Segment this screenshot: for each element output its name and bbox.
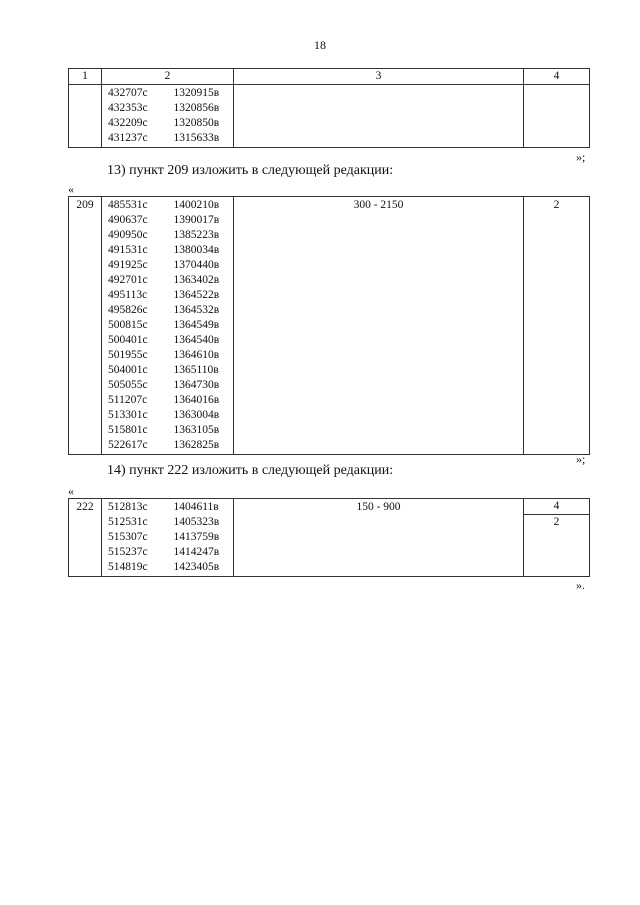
latitude: 501955с bbox=[108, 349, 148, 361]
latitude: 490950с bbox=[108, 229, 148, 241]
table-row bbox=[69, 197, 590, 455]
section-14-heading: 14) пункт 222 изложить в следующей редакции: bbox=[107, 463, 394, 478]
longitude: 1405323в bbox=[173, 516, 220, 528]
coordinate-pair bbox=[108, 243, 233, 258]
longitude: 1365110в bbox=[173, 364, 219, 376]
coordinate-pair bbox=[108, 318, 233, 333]
table-continuation bbox=[68, 68, 590, 148]
longitude: 1364532в bbox=[173, 304, 220, 316]
latitude: 491531с bbox=[108, 244, 148, 256]
coordinates-cell bbox=[102, 85, 234, 148]
latitude: 513301с bbox=[108, 409, 148, 421]
longitude: 1423405в bbox=[173, 561, 220, 573]
longitude: 1390017в bbox=[173, 214, 220, 226]
opening-quote: « bbox=[68, 182, 74, 196]
coordinate-pair bbox=[108, 86, 233, 101]
number-cell bbox=[69, 85, 102, 148]
number-cell: 222 bbox=[69, 499, 102, 577]
latitude: 431237с bbox=[108, 132, 148, 144]
latitude: 515307с bbox=[108, 531, 148, 543]
latitude: 432353с bbox=[108, 102, 148, 114]
coordinate-pair bbox=[108, 530, 233, 545]
longitude: 1362825в bbox=[173, 439, 220, 451]
latitude: 490637с bbox=[108, 214, 148, 226]
latitude: 515237с bbox=[108, 546, 148, 558]
opening-quote: « bbox=[68, 484, 74, 498]
latitude: 522617с bbox=[108, 439, 148, 451]
coordinate-pair bbox=[108, 101, 233, 116]
coordinate-pair bbox=[108, 131, 233, 146]
class-value-a: 4 bbox=[524, 499, 589, 515]
coordinate-pair bbox=[108, 500, 233, 515]
latitude: 505055с bbox=[108, 379, 148, 391]
longitude: 1404611в bbox=[173, 501, 219, 513]
longitude: 1364522в bbox=[173, 289, 220, 301]
longitude: 1363402в bbox=[173, 274, 220, 286]
coordinates-cell bbox=[102, 197, 234, 455]
section-13-heading: 13) пункт 209 изложить в следующей редакции: bbox=[107, 163, 394, 178]
coordinate-pair bbox=[108, 273, 233, 288]
latitude: 432707с bbox=[108, 87, 148, 99]
range-cell: 150 - 900 bbox=[234, 499, 524, 577]
latitude: 504001с bbox=[108, 364, 148, 376]
coordinate-pair bbox=[108, 363, 233, 378]
longitude: 1315633в bbox=[173, 132, 220, 144]
class-cell bbox=[524, 499, 590, 577]
class-cell bbox=[524, 85, 590, 148]
table-section-13 bbox=[68, 196, 590, 455]
range-cell bbox=[234, 85, 524, 148]
header-col-2: 2 bbox=[102, 69, 234, 85]
header-col-1: 1 bbox=[69, 69, 102, 85]
longitude: 1363004в bbox=[173, 409, 220, 421]
coordinates-cell bbox=[102, 499, 234, 577]
longitude: 1385223в bbox=[173, 229, 220, 241]
coordinate-pair bbox=[108, 393, 233, 408]
coordinate-pair bbox=[108, 560, 233, 575]
latitude: 432209с bbox=[108, 117, 148, 129]
longitude: 1370440в bbox=[173, 259, 220, 271]
longitude: 1380034в bbox=[173, 244, 220, 256]
latitude: 511207с bbox=[108, 394, 148, 406]
table-row bbox=[69, 85, 590, 148]
page-number: 18 bbox=[314, 38, 326, 52]
closing-quote: »; bbox=[576, 150, 586, 164]
latitude: 491925с bbox=[108, 259, 148, 271]
longitude: 1320850в bbox=[173, 117, 220, 129]
latitude: 485531с bbox=[108, 199, 148, 211]
coordinate-pair bbox=[108, 408, 233, 423]
longitude: 1364549в bbox=[173, 319, 220, 331]
coordinate-pair bbox=[108, 213, 233, 228]
coordinate-pair bbox=[108, 333, 233, 348]
coordinate-pair bbox=[108, 116, 233, 131]
coordinate-pair bbox=[108, 423, 233, 438]
longitude: 1364730в bbox=[173, 379, 220, 391]
table-row bbox=[69, 499, 590, 577]
coordinate-pair bbox=[108, 438, 233, 453]
latitude: 512531с bbox=[108, 516, 148, 528]
latitude: 515801с bbox=[108, 424, 148, 436]
longitude: 1320915в bbox=[173, 87, 220, 99]
range-cell: 300 - 2150 bbox=[234, 197, 524, 455]
table-section-14 bbox=[68, 498, 590, 577]
longitude: 1364540в bbox=[173, 334, 220, 346]
longitude: 1364610в bbox=[173, 349, 220, 361]
table-header-row bbox=[69, 69, 590, 85]
coordinate-pair bbox=[108, 545, 233, 560]
latitude: 512813с bbox=[108, 501, 148, 513]
closing-quote: ». bbox=[576, 578, 585, 592]
class-cell: 2 bbox=[524, 197, 590, 455]
coordinate-pair bbox=[108, 303, 233, 318]
longitude: 1364016в bbox=[173, 394, 220, 406]
class-value-b: 2 bbox=[553, 516, 560, 528]
coordinate-pair bbox=[108, 198, 233, 213]
latitude: 495113с bbox=[108, 289, 148, 301]
latitude: 500401с bbox=[108, 334, 148, 346]
header-col-4: 4 bbox=[524, 69, 590, 85]
longitude: 1400210в bbox=[173, 199, 220, 211]
latitude: 495826с bbox=[108, 304, 148, 316]
closing-quote: »; bbox=[576, 452, 586, 466]
number-cell: 209 bbox=[69, 197, 102, 455]
coordinate-pair bbox=[108, 348, 233, 363]
latitude: 514819с bbox=[108, 561, 148, 573]
latitude: 492701с bbox=[108, 274, 148, 286]
longitude: 1413759в bbox=[173, 531, 220, 543]
coordinate-pair bbox=[108, 378, 233, 393]
coordinate-pair bbox=[108, 258, 233, 273]
latitude: 500815с bbox=[108, 319, 148, 331]
coordinate-pair bbox=[108, 228, 233, 243]
coordinate-pair bbox=[108, 515, 233, 530]
longitude: 1414247в bbox=[173, 546, 220, 558]
longitude: 1320856в bbox=[173, 102, 220, 114]
header-col-3: 3 bbox=[234, 69, 524, 85]
coordinate-pair bbox=[108, 288, 233, 303]
longitude: 1363105в bbox=[173, 424, 220, 436]
